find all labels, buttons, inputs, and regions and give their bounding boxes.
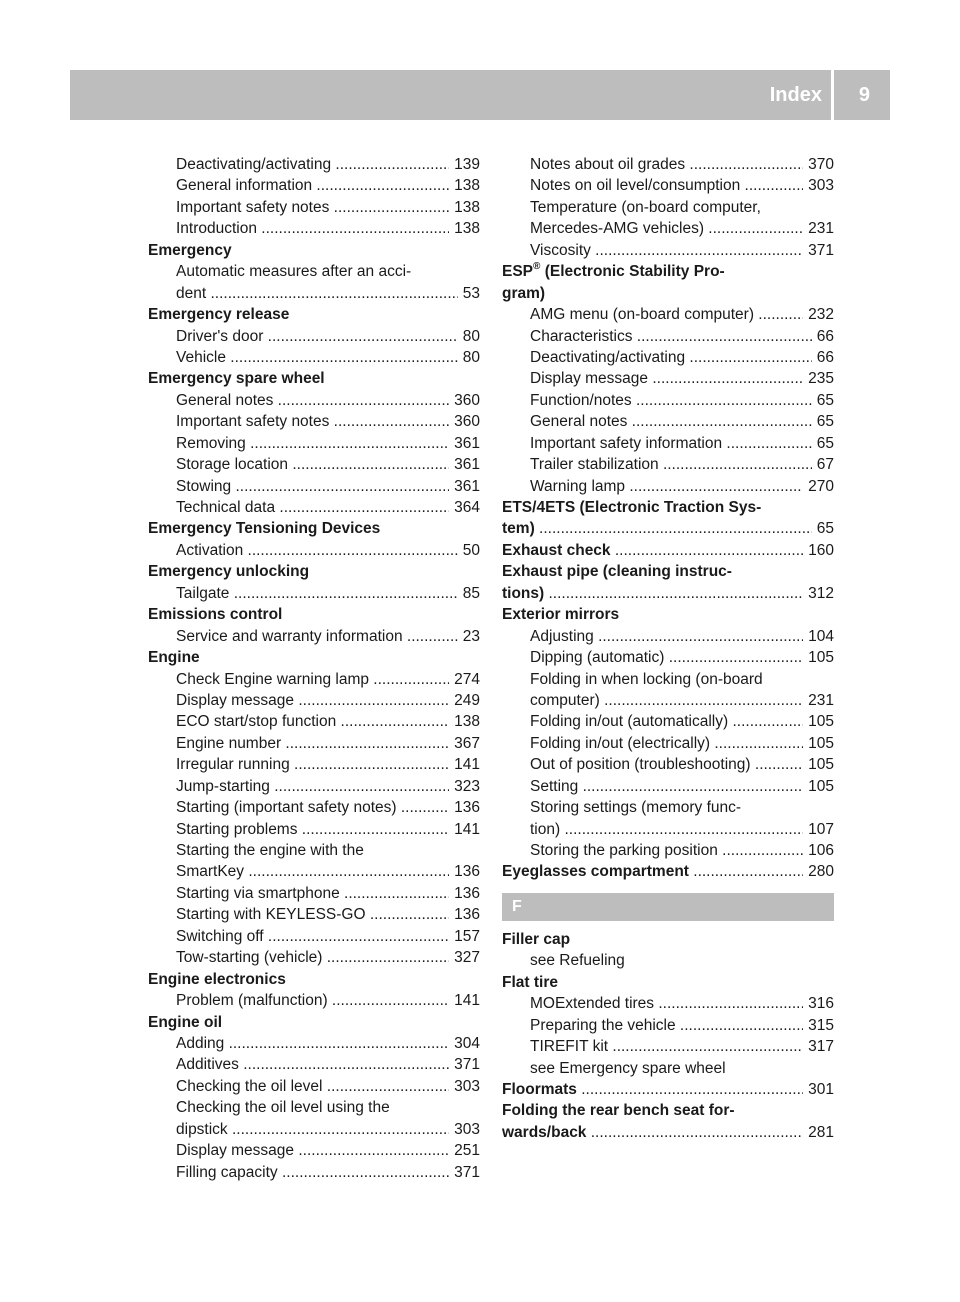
index-entry-subitem — [502, 454, 834, 475]
page-reference: 231 — [803, 218, 834, 239]
header-title: Index — [769, 84, 822, 106]
entry-text: Eyeglasses compartment — [502, 863, 689, 881]
index-entry-heading — [148, 368, 480, 389]
index-entry-heading — [502, 261, 834, 282]
entry-text: Storing the parking position — [530, 842, 718, 859]
index-entry-subitem — [148, 1162, 480, 1183]
page-reference: 65 — [812, 433, 834, 454]
entry-text: gram) — [502, 284, 546, 302]
entry-text: dipstick — [176, 1120, 228, 1138]
entry-text: Trailer stabilization — [530, 456, 659, 474]
entry-text: Activation — [176, 541, 244, 559]
entry-text: Automatic measures after an acci- — [176, 263, 412, 281]
index-entry-subitem — [502, 626, 834, 647]
entry-text: Warning lamp — [530, 477, 626, 495]
index-entry-subitem — [148, 711, 480, 732]
entry-text: Additives — [176, 1056, 239, 1074]
index-entry-subitem — [502, 690, 834, 711]
page-reference: 371 — [803, 240, 834, 261]
page-reference: 107 — [803, 819, 834, 840]
index-entry-subitem — [502, 797, 834, 818]
entry-text: Preparing the vehicle — [530, 1016, 676, 1034]
page-reference: 66 — [812, 347, 834, 368]
entry-text: MOExtended tires — [530, 995, 655, 1013]
entry-text: wards/back — [502, 1123, 587, 1141]
entry-text: Starting with KEYLESS-GO — [176, 906, 366, 924]
entry-text: Emergency spare wheel — [148, 370, 325, 388]
page-reference: 105 — [803, 754, 834, 775]
index-entry-subitem — [148, 797, 480, 818]
page-reference: 367 — [449, 733, 480, 754]
page-reference: 105 — [803, 733, 834, 754]
index-entry-subitem — [148, 540, 480, 561]
index-entry-subitem — [148, 1119, 480, 1140]
entry-text: Adding — [176, 1034, 225, 1052]
page-reference: 361 — [449, 476, 480, 497]
index-entry-subitem — [148, 861, 480, 882]
index-entry-subitem — [148, 776, 480, 797]
page-reference: 370 — [803, 154, 834, 175]
index-entry-subitem — [148, 175, 480, 196]
index-entry-subitem — [502, 733, 834, 754]
index-entry-subitem — [502, 326, 834, 347]
page-reference: 303 — [803, 175, 834, 196]
entry-text: ETS/4ETS (Electronic Traction Sys- — [502, 499, 762, 516]
entry-text: Display message — [530, 370, 649, 388]
page-reference: 136 — [449, 797, 480, 818]
entry-text: Notes about oil grades — [530, 156, 686, 173]
index-entry-subitem — [502, 840, 834, 861]
entry-text: computer) — [530, 691, 600, 709]
index-entry-subitem — [148, 476, 480, 497]
index-entry-heading — [502, 604, 834, 625]
page-reference: 251 — [449, 1140, 480, 1161]
entry-text: Mercedes-AMG vehicles) — [530, 220, 704, 238]
page-reference: 371 — [449, 1054, 480, 1075]
page-reference: 303 — [449, 1119, 480, 1140]
page-reference: 65 — [812, 390, 834, 411]
entry-text: Folding in when locking (on-board — [530, 670, 763, 688]
entry-text: General notes — [530, 413, 628, 431]
page-reference: 360 — [449, 411, 480, 432]
index-entry-subitem — [148, 1076, 480, 1097]
index-entry-subitem — [148, 433, 480, 454]
index-entry-subitem — [148, 583, 480, 604]
entry-text: Emergency unlocking — [148, 563, 310, 581]
page-reference: 138 — [449, 218, 480, 239]
entry-text: tion) — [530, 820, 561, 838]
entry-text: Filler cap — [502, 930, 571, 948]
index-column-left — [148, 154, 480, 1183]
page-reference: 360 — [449, 390, 480, 411]
page-reference: 138 — [449, 175, 480, 196]
entry-text: Emergency Tensioning Devices — [148, 520, 381, 538]
index-entry-heading — [148, 647, 480, 668]
entry-text: AMG menu (on-board computer) — [530, 306, 754, 324]
index-entry-heading — [502, 1122, 834, 1143]
entry-text: Tailgate — [176, 584, 230, 602]
index-entry-subitem — [148, 690, 480, 711]
entry-text: Starting via smartphone — [176, 884, 340, 902]
page-reference: 316 — [803, 993, 834, 1014]
index-entry-heading — [502, 283, 834, 304]
entry-text: Out of position (troubleshooting) — [530, 756, 751, 774]
entry-text: Filling capacity — [176, 1163, 278, 1181]
page-reference: 136 — [449, 883, 480, 904]
entry-text: Folding in/out (electrically) — [530, 734, 711, 752]
index-entry-subitem — [148, 990, 480, 1011]
entry-text: tem) — [502, 520, 535, 538]
page-reference: 327 — [449, 947, 480, 968]
index-entry-subitem — [148, 626, 480, 647]
entry-text: Check Engine warning lamp — [176, 670, 369, 688]
index-entry-subitem — [502, 411, 834, 432]
entry-text: Dipping (automatic) — [530, 649, 665, 667]
header-divider — [831, 70, 834, 120]
index-entry-subitem — [148, 497, 480, 518]
entry-text: Emergency — [148, 241, 232, 259]
entry-text: Temperature (on-board computer, — [530, 198, 761, 216]
entry-text: Important safety notes — [176, 198, 330, 216]
index-entry-subitem — [502, 993, 834, 1014]
page-reference: 274 — [449, 669, 480, 690]
index-entry-subitem — [502, 390, 834, 411]
page-reference: 23 — [458, 626, 480, 647]
index-entry-subitem — [502, 347, 834, 368]
index-entry-heading — [502, 861, 834, 882]
page-reference: 85 — [458, 583, 480, 604]
index-entry-subitem — [502, 1036, 834, 1057]
index-entry-subitem — [148, 283, 480, 304]
page-reference: 301 — [803, 1079, 834, 1100]
index-entry-subitem — [502, 175, 834, 196]
entry-text: Characteristics — [530, 327, 633, 345]
page-reference: 270 — [803, 476, 834, 497]
page-reference: 280 — [803, 861, 834, 882]
index-entry-heading — [148, 561, 480, 582]
index-entry-subitem — [148, 390, 480, 411]
index-entry-subitem — [148, 883, 480, 904]
page-reference: 371 — [449, 1162, 480, 1183]
index-entry-heading — [148, 304, 480, 325]
index-entry-subitem — [148, 261, 480, 282]
index-entry-heading — [502, 540, 834, 561]
entry-text: Stowing — [176, 477, 232, 495]
index-entry-subitem — [148, 218, 480, 239]
entry-text: see Refueling — [530, 952, 625, 970]
entry-text: Adjusting — [530, 627, 594, 645]
index-entry-heading — [148, 240, 480, 261]
index-entry-subitem — [502, 218, 834, 239]
header-page-number: 9 — [858, 84, 870, 106]
entry-text: Removing — [176, 434, 246, 452]
index-entry-subitem — [148, 926, 480, 947]
page-reference: 315 — [803, 1015, 834, 1036]
entry-text: tions) — [502, 584, 545, 602]
page-reference: 141 — [449, 754, 480, 775]
page-reference: 136 — [449, 904, 480, 925]
entry-text: General information — [176, 177, 313, 195]
page-reference: 139 — [449, 154, 480, 175]
entry-text: dent — [176, 284, 207, 302]
index-entry-subitem — [148, 947, 480, 968]
entry-text: Storing settings (memory func- — [530, 799, 742, 817]
entry-text: Folding the rear bench seat for- — [502, 1102, 735, 1120]
page-reference: 160 — [803, 540, 834, 561]
entry-text: Starting the engine with the — [176, 842, 364, 859]
entry-text: Problem (malfunction) — [176, 992, 328, 1010]
entry-text: Exterior mirrors — [502, 606, 620, 624]
index-entry-subitem — [502, 819, 834, 840]
entry-text: Setting — [530, 777, 579, 795]
page-reference: 138 — [449, 197, 480, 218]
index-entry-subitem — [148, 411, 480, 432]
index-entry-subitem — [148, 347, 480, 368]
index-entry-subitem — [502, 476, 834, 497]
index-entry-heading — [148, 518, 480, 539]
entry-text: Technical data — [176, 499, 276, 516]
entry-text: Jump-starting — [176, 777, 270, 795]
entry-text: ESP — [502, 263, 534, 281]
index-entry-subitem — [502, 304, 834, 325]
index-entry-heading — [502, 1100, 834, 1121]
index-entry-heading — [148, 1012, 480, 1033]
page-reference: 303 — [449, 1076, 480, 1097]
index-entry-heading — [502, 929, 834, 950]
index-column-right — [502, 154, 834, 1143]
index-entry-subitem — [502, 669, 834, 690]
index-entry-subitem — [502, 1015, 834, 1036]
entry-text: Emissions control — [148, 606, 283, 624]
index-entry-subitem — [502, 711, 834, 732]
page-reference: 65 — [812, 411, 834, 432]
page-reference: 235 — [803, 368, 834, 389]
page-reference: 50 — [458, 540, 480, 561]
index-entry-subitem — [148, 840, 480, 861]
entry-text: Engine — [148, 649, 200, 667]
entry-text: Tow-starting (vehicle) — [176, 949, 323, 967]
entry-text: Driver's door — [176, 327, 264, 345]
page-reference: 364 — [449, 497, 480, 518]
entry-text: Service and warranty information — [176, 627, 403, 645]
page-reference: 141 — [449, 990, 480, 1011]
entry-text: Starting problems — [176, 820, 298, 838]
index-entry-subitem — [502, 754, 834, 775]
page-reference: 136 — [449, 861, 480, 882]
entry-text: Engine oil — [148, 1013, 223, 1031]
entry-text: SmartKey — [176, 863, 245, 881]
page-reference: 66 — [812, 326, 834, 347]
index-entry-subitem — [148, 754, 480, 775]
index-entry-subitem — [148, 1054, 480, 1075]
index-entry-subitem — [502, 197, 834, 218]
index-entry-subitem — [502, 368, 834, 389]
entry-text: Checking the oil level — [176, 1077, 323, 1095]
entry-text: Irregular running — [176, 756, 290, 774]
page-reference: 106 — [803, 840, 834, 861]
entry-text: Exhaust pipe (cleaning instruc- — [502, 563, 732, 581]
entry-text: Engine electronics — [148, 970, 286, 988]
index-entry-subitem — [148, 1033, 480, 1054]
page-header — [70, 70, 890, 120]
index-entry-subitem — [148, 326, 480, 347]
index-entry-heading — [502, 497, 834, 518]
index-entry-subitem — [148, 733, 480, 754]
entry-text: TIREFIT kit — [530, 1038, 609, 1056]
index-entry-subitem — [502, 154, 834, 175]
page-reference: 80 — [458, 347, 480, 368]
entry-text: Emergency release — [148, 306, 290, 324]
entry-text: Notes on oil level/consumption — [530, 177, 741, 195]
entry-text-rest: (Electronic Stability Pro- — [540, 263, 725, 281]
entry-text: Viscosity — [530, 241, 591, 259]
entry-text: General notes — [176, 391, 274, 409]
index-entry-subitem — [502, 1058, 834, 1079]
index-entry-subitem — [502, 240, 834, 261]
entry-text: Deactivating/activating — [176, 156, 332, 173]
index-entry-heading — [502, 583, 834, 604]
entry-text: Starting (important safety notes) — [176, 799, 397, 817]
section-letter-header: F — [502, 893, 834, 921]
index-entry-heading — [148, 969, 480, 990]
page-reference: 141 — [449, 819, 480, 840]
entry-text: Display message — [176, 691, 295, 709]
page-reference: 312 — [803, 583, 834, 604]
entry-text: Vehicle — [176, 348, 226, 366]
entry-text: Folding in/out (automatically) — [530, 713, 729, 731]
index-entry-subitem — [148, 669, 480, 690]
entry-text: Important safety notes — [176, 413, 330, 431]
entry-text: Important safety information — [530, 434, 723, 452]
index-entry-subitem — [148, 819, 480, 840]
page-reference: 281 — [803, 1122, 834, 1143]
page-reference: 361 — [449, 454, 480, 475]
page-reference: 138 — [449, 711, 480, 732]
entry-text: Display message — [176, 1142, 295, 1160]
page-reference: 104 — [803, 626, 834, 647]
index-entry-heading — [502, 1079, 834, 1100]
entry-text: Exhaust check — [502, 541, 611, 559]
entry-text: Deactivating/activating — [530, 348, 686, 366]
entry-text: Introduction — [176, 220, 257, 238]
index-entry-subitem — [502, 950, 834, 971]
entry-text: Flat tire — [502, 973, 558, 991]
entry-text: Checking the oil level using the — [176, 1099, 390, 1117]
index-entry-subitem — [502, 647, 834, 668]
index-entry-heading — [502, 972, 834, 993]
entry-text: ECO start/stop function — [176, 713, 337, 731]
page-reference: 317 — [803, 1036, 834, 1057]
page-reference: 232 — [803, 304, 834, 325]
index-entry-heading — [502, 561, 834, 582]
page-reference: 67 — [812, 454, 834, 475]
page-reference: 80 — [458, 326, 480, 347]
page-reference: 157 — [449, 926, 480, 947]
entry-text: Engine number — [176, 734, 282, 752]
page-reference: 53 — [458, 283, 480, 304]
page-reference: 323 — [449, 776, 480, 797]
index-entry-subitem — [148, 904, 480, 925]
page-reference: 65 — [812, 518, 834, 539]
registered-mark: ® — [533, 261, 541, 273]
index-entry-subitem — [148, 1097, 480, 1118]
page-reference: 105 — [803, 776, 834, 797]
index-entry-subitem — [148, 197, 480, 218]
entry-text: Storage location — [176, 456, 289, 474]
page-reference: 105 — [803, 711, 834, 732]
index-entry-heading — [148, 604, 480, 625]
page-reference: 361 — [449, 433, 480, 454]
entry-text: Switching off — [176, 927, 264, 945]
index-entry-subitem — [502, 433, 834, 454]
entry-text: Function/notes — [530, 391, 632, 409]
entry-text: see Emergency spare wheel — [530, 1059, 726, 1077]
index-entry-heading — [502, 518, 834, 539]
index-entry-subitem — [148, 454, 480, 475]
page-reference: 231 — [803, 690, 834, 711]
page-reference: 249 — [449, 690, 480, 711]
entry-text: Floormats — [502, 1080, 577, 1098]
index-entry-subitem — [502, 776, 834, 797]
index-entry-subitem — [148, 154, 480, 175]
index-entry-subitem — [148, 1140, 480, 1161]
page-reference: 105 — [803, 647, 834, 668]
page-reference: 304 — [449, 1033, 480, 1054]
